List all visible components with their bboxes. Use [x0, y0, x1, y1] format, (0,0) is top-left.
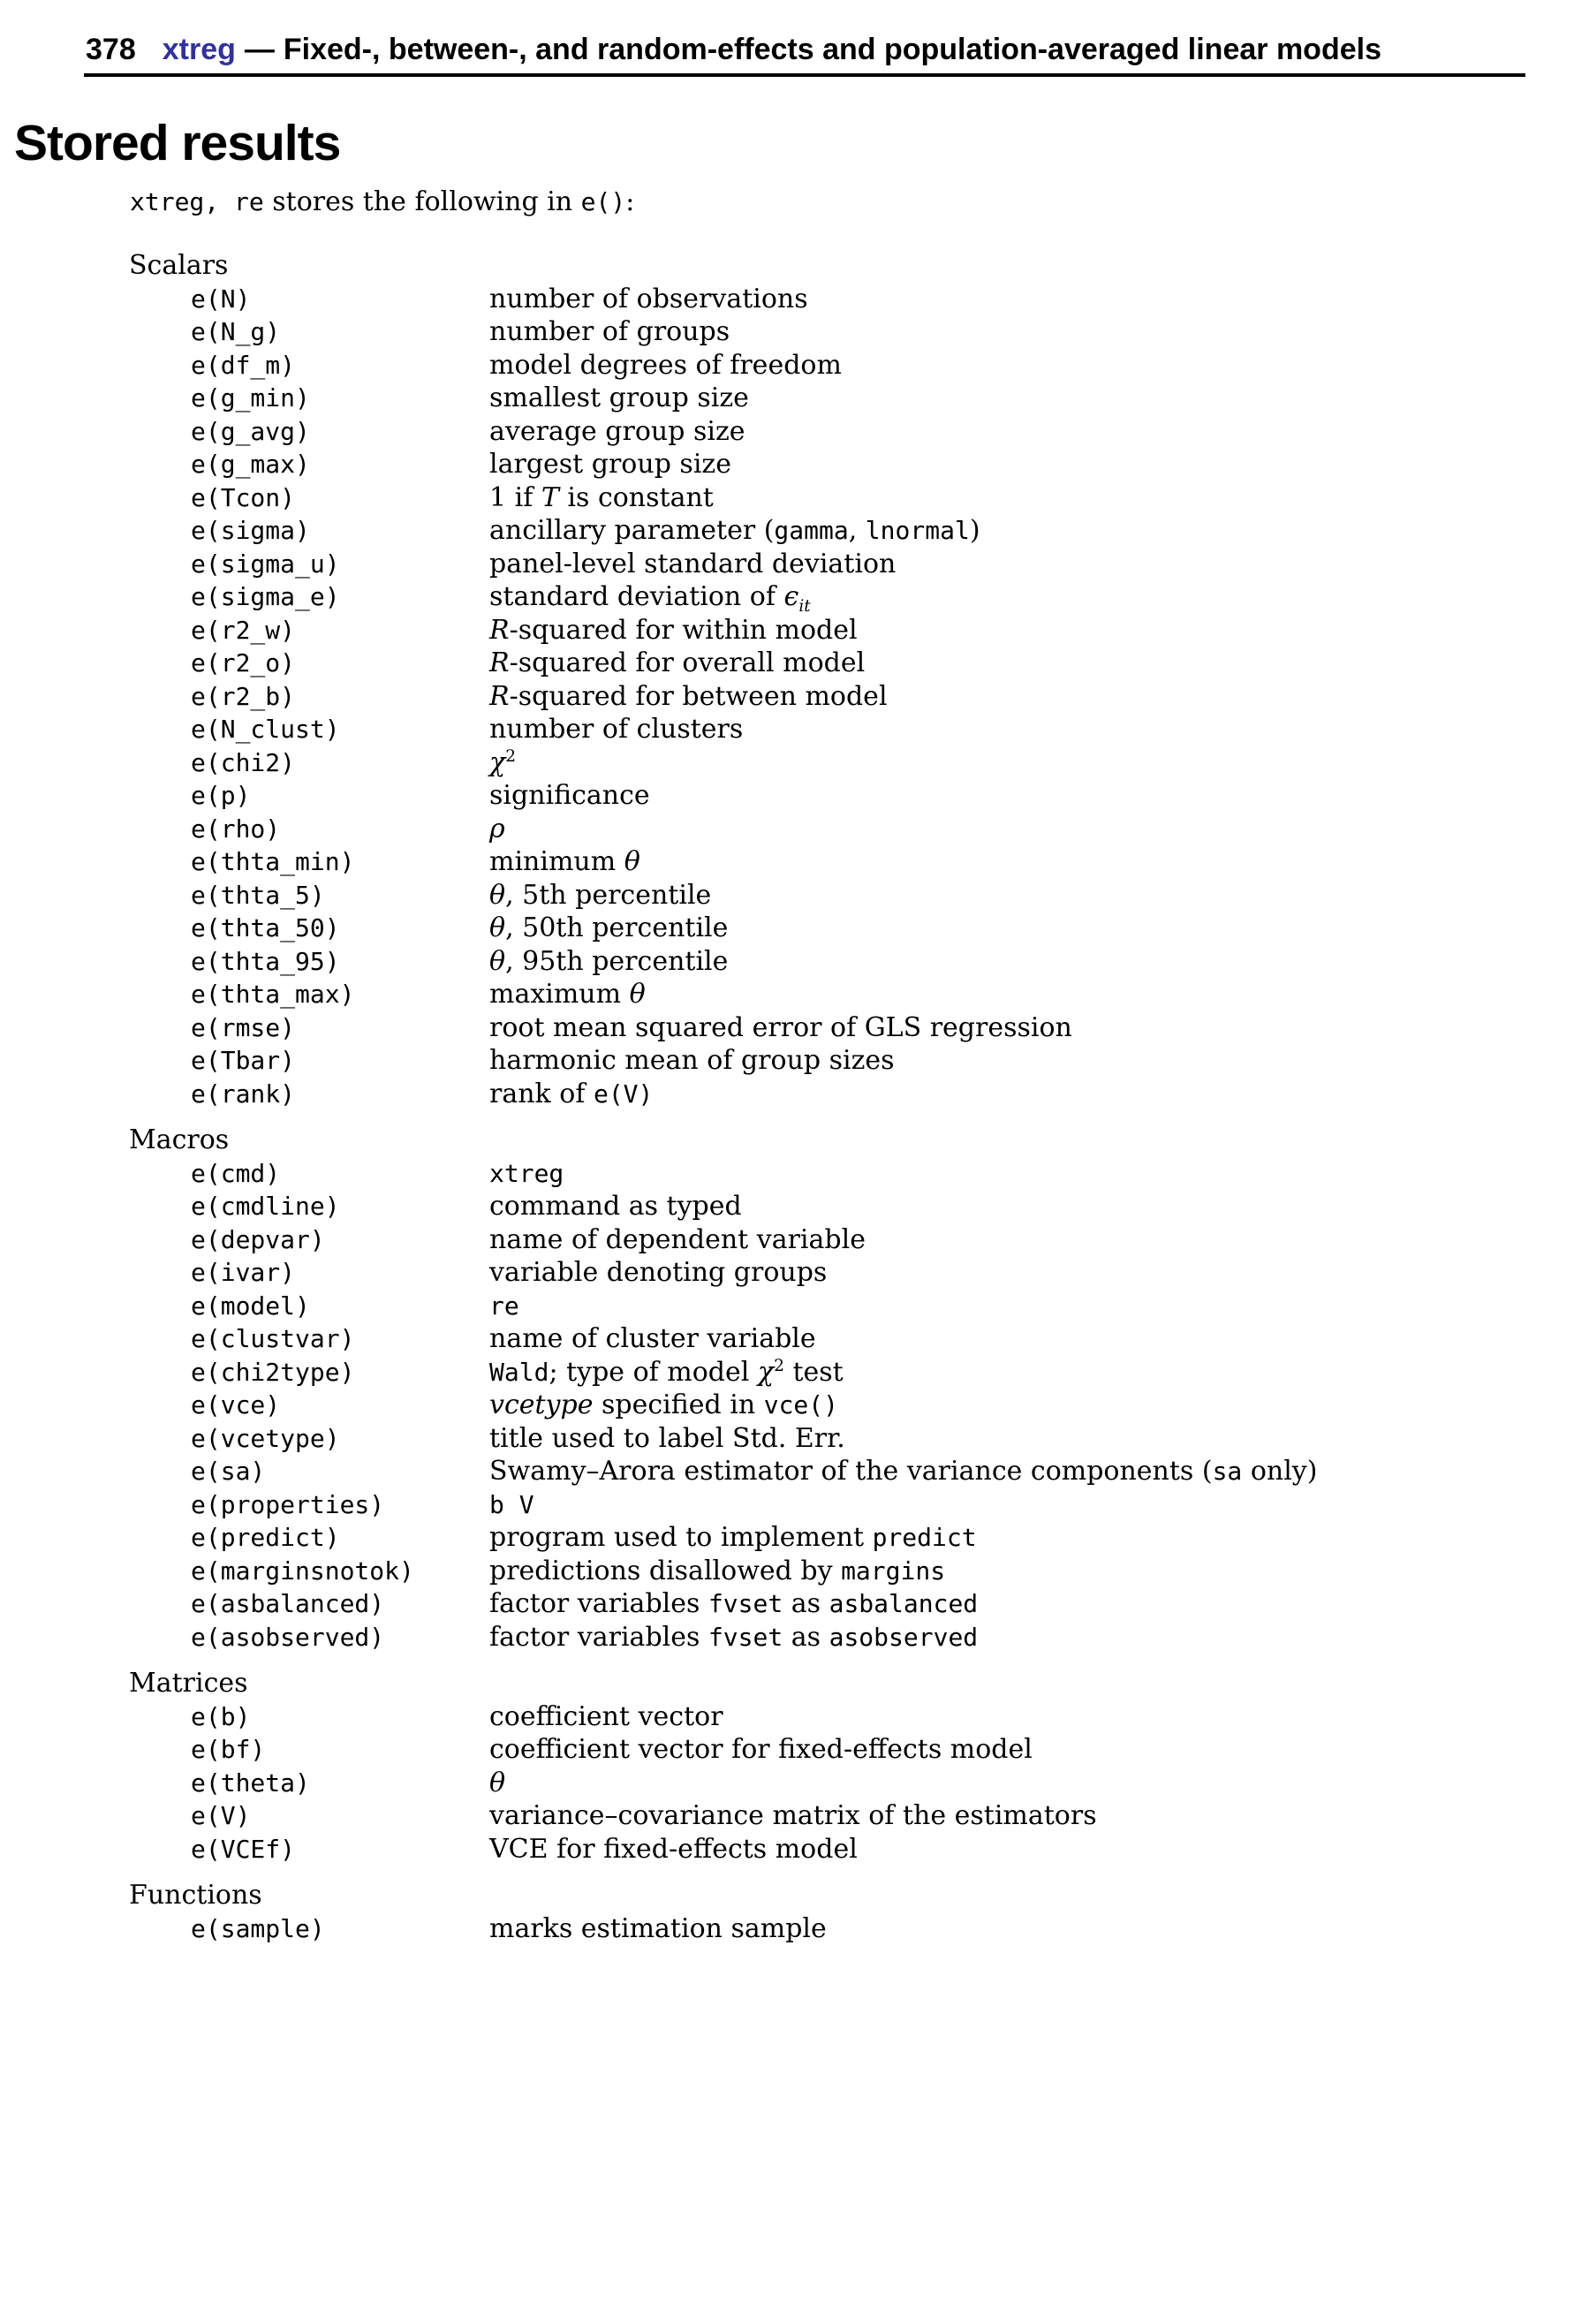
group-title: Functions — [129, 1880, 262, 1911]
description-segment: asbalanced — [829, 1589, 979, 1618]
result-description — [489, 514, 980, 548]
description-segment: smallest group size — [489, 382, 749, 413]
description-segment: θ — [489, 912, 506, 943]
description-segment: ρ — [489, 813, 505, 844]
result-key: e(N_g) — [191, 317, 281, 346]
result-key: e(vce) — [191, 1390, 281, 1419]
description-segment: -squared for between model — [509, 680, 888, 712]
result-group — [129, 1124, 1589, 1654]
description-segment: number of groups — [489, 316, 730, 347]
stored-result-row — [129, 1587, 1589, 1621]
result-key: e(cmd) — [191, 1158, 281, 1188]
description-segment: title used to label Std. Err. — [489, 1422, 845, 1454]
stored-result-row — [129, 1422, 1589, 1456]
result-key: e(vcetype) — [191, 1423, 340, 1453]
intro-command: xtreg, re — [130, 187, 264, 216]
description-segment: , 5th percentile — [505, 879, 712, 911]
stored-result-row — [129, 1389, 1589, 1422]
description-segment: ϵ — [783, 581, 799, 612]
description-segment: name of cluster variable — [489, 1323, 816, 1354]
result-description — [489, 1621, 978, 1654]
result-description — [489, 1422, 845, 1456]
stored-result-row — [129, 912, 1589, 945]
stored-result-row — [129, 580, 1589, 614]
result-key: e(asobserved) — [191, 1622, 385, 1652]
result-description — [489, 1912, 827, 1946]
result-description — [489, 349, 842, 382]
intro-colon: : — [625, 186, 635, 217]
description-segment: θ — [489, 1767, 506, 1798]
description-segment: standard deviation of — [489, 581, 784, 612]
stored-result-row — [129, 746, 1589, 780]
header-dash: — — [244, 33, 275, 66]
page-header — [0, 30, 1589, 77]
stored-result-row — [129, 1700, 1589, 1734]
description-segment: test — [783, 1356, 844, 1388]
description-segment: vce() — [763, 1390, 839, 1419]
result-description — [489, 680, 888, 714]
intro-text: stores the following in — [263, 186, 581, 217]
description-segment: rank of — [489, 1078, 594, 1109]
result-description — [489, 1587, 978, 1621]
description-segment: re — [489, 1291, 519, 1321]
description-segment: is constant — [558, 481, 714, 513]
stored-result-row — [129, 1555, 1589, 1588]
description-segment: R — [489, 614, 510, 646]
result-key: e(properties) — [191, 1489, 385, 1519]
stored-result-row — [129, 1011, 1589, 1045]
result-description — [489, 1078, 653, 1111]
result-description — [489, 779, 650, 813]
stored-result-row — [129, 448, 1589, 481]
result-key: e(thta_min) — [191, 847, 355, 876]
stored-result-row — [129, 779, 1589, 813]
description-segment: gamma — [774, 516, 849, 545]
result-description — [489, 945, 728, 979]
result-description — [489, 713, 743, 746]
result-key: e(sa) — [191, 1457, 266, 1486]
result-key: e(N) — [191, 284, 251, 314]
stored-result-row — [129, 1521, 1589, 1555]
description-segment: R — [489, 680, 510, 712]
result-key: e(N_clust) — [191, 715, 340, 744]
result-description — [489, 746, 516, 780]
description-segment: predict — [872, 1523, 977, 1552]
result-description — [489, 1157, 564, 1191]
description-segment: θ — [629, 979, 646, 1010]
result-description — [489, 1767, 505, 1800]
description-segment: , — [848, 515, 866, 546]
description-segment: coefficient vector — [489, 1700, 723, 1732]
stored-result-row — [129, 481, 1589, 515]
result-key: e(chi2type) — [191, 1357, 355, 1387]
description-segment: e(V) — [593, 1079, 654, 1109]
description-segment: predictions disallowed by — [489, 1555, 842, 1586]
result-key: e(rho) — [191, 814, 281, 844]
description-segment: harmonic mean of group sizes — [489, 1045, 895, 1076]
description-segment: marks estimation sample — [489, 1912, 827, 1944]
result-description — [489, 1833, 858, 1866]
stored-result-row — [129, 1290, 1589, 1323]
description-segment: ) — [969, 515, 980, 546]
result-key: e(Tbar) — [191, 1046, 296, 1075]
result-key: e(VCEf) — [191, 1834, 296, 1864]
stored-result-row — [129, 879, 1589, 912]
result-key: e(g_avg) — [191, 416, 310, 446]
result-key: e(sigma_e) — [191, 582, 340, 611]
result-description — [489, 1290, 519, 1323]
description-segment: significance — [489, 780, 650, 811]
description-segment: model degrees of freedom — [489, 349, 842, 381]
description-segment: variable denoting groups — [489, 1257, 828, 1288]
stored-result-row — [129, 1190, 1589, 1223]
description-segment: number of observations — [489, 283, 808, 314]
result-key: e(thta_5) — [191, 880, 325, 910]
result-key: e(predict) — [191, 1523, 340, 1552]
stored-result-row — [129, 1157, 1589, 1191]
stored-result-row — [129, 514, 1589, 548]
description-segment: variance–covariance matrix of the estimators — [489, 1800, 1097, 1831]
result-description — [489, 1521, 977, 1555]
description-segment: , 95th percentile — [505, 945, 729, 977]
description-segment: name of dependent variable — [489, 1223, 866, 1255]
stored-result-row — [129, 1733, 1589, 1767]
description-segment: panel-level standard deviation — [489, 548, 897, 579]
result-description — [489, 1799, 1097, 1833]
result-description — [489, 614, 858, 647]
stored-result-row — [129, 945, 1589, 979]
result-key: e(rmse) — [191, 1012, 296, 1042]
stored-result-row — [129, 548, 1589, 581]
result-description — [489, 315, 730, 349]
stored-result-row — [129, 1833, 1589, 1866]
description-segment: factor variables — [489, 1588, 708, 1619]
result-description — [489, 1455, 1317, 1488]
header-title: Fixed-, between-, and random-effects and population-averaged linear models — [283, 33, 1381, 66]
stored-result-row — [129, 1356, 1589, 1389]
intro-result-code: e() — [580, 187, 626, 216]
description-segment: it — [798, 597, 811, 616]
description-segment: factor variables — [489, 1621, 708, 1653]
description-segment: fvset — [707, 1589, 783, 1618]
result-description — [489, 845, 640, 879]
header-rule — [84, 73, 1525, 77]
stored-result-row — [129, 647, 1589, 680]
result-key: e(asbalanced) — [191, 1589, 385, 1618]
stored-result-row — [129, 1044, 1589, 1078]
result-description — [489, 1190, 742, 1223]
result-description — [489, 1223, 866, 1257]
description-segment: 2 — [505, 746, 517, 766]
stored-result-row — [129, 1078, 1589, 1111]
description-segment: largest group size — [489, 449, 731, 480]
stored-result-row — [129, 1256, 1589, 1290]
result-key: e(marginsnotok) — [191, 1556, 414, 1586]
group-title: Macros — [129, 1124, 230, 1155]
result-group — [129, 1667, 1589, 1866]
result-description — [489, 580, 811, 614]
stored-result-row — [129, 1455, 1589, 1488]
result-description — [489, 1488, 534, 1522]
description-segment: vcetype — [489, 1389, 594, 1420]
result-key: e(V) — [191, 1801, 251, 1830]
group-title: Scalars — [129, 250, 229, 281]
description-segment: root mean squared error of GLS regression — [489, 1011, 1072, 1043]
description-segment: asobserved — [829, 1622, 979, 1652]
description-segment: margins — [841, 1556, 946, 1586]
stored-result-row — [129, 415, 1589, 449]
description-segment: program used to implement — [489, 1522, 873, 1553]
group-title: Matrices — [129, 1668, 248, 1699]
stored-result-row — [129, 315, 1589, 349]
description-segment: fvset — [707, 1622, 783, 1652]
result-key: e(model) — [191, 1291, 310, 1321]
stored-result-row — [129, 1799, 1589, 1833]
description-segment: number of clusters — [489, 714, 744, 745]
stored-result-row — [129, 813, 1589, 846]
result-key: e(b) — [191, 1701, 251, 1731]
stored-result-row — [129, 1767, 1589, 1800]
stored-result-row — [129, 283, 1589, 316]
intro-line — [130, 185, 1589, 220]
description-segment: minimum — [489, 846, 624, 877]
result-description — [489, 1389, 838, 1422]
description-segment: 2 — [774, 1356, 784, 1375]
result-key: e(cmdline) — [191, 1192, 340, 1221]
result-key: e(r2_o) — [191, 648, 296, 678]
result-key: e(r2_w) — [191, 615, 296, 645]
description-segment: as — [783, 1588, 829, 1619]
description-segment: b V — [489, 1489, 534, 1519]
description-segment: θ — [624, 846, 640, 877]
result-description — [489, 1011, 1072, 1045]
result-key: e(g_min) — [191, 383, 310, 413]
description-segment: coefficient vector for fixed-effects model — [489, 1734, 1033, 1765]
description-segment: T — [541, 481, 559, 513]
header-command-link[interactable]: xtreg — [162, 33, 236, 66]
result-description — [489, 647, 865, 680]
result-description — [489, 813, 505, 846]
result-key: e(bf) — [191, 1735, 266, 1764]
result-description — [489, 448, 731, 481]
result-key: e(theta) — [191, 1768, 310, 1798]
section-heading: Stored results — [14, 115, 341, 171]
description-segment: Swamy–Arora estimator of the variance components ( — [489, 1456, 1213, 1487]
result-key: e(chi2) — [191, 747, 296, 777]
result-key: e(Tcon) — [191, 482, 296, 512]
stored-result-row — [129, 1322, 1589, 1356]
result-key: e(g_max) — [191, 450, 310, 479]
result-description — [489, 1044, 895, 1078]
description-segment: 1 if — [489, 481, 541, 513]
description-segment: -squared for within model — [509, 614, 858, 646]
result-key: e(rank) — [191, 1079, 296, 1109]
result-key: e(sample) — [191, 1913, 325, 1943]
stored-result-row — [129, 349, 1589, 382]
result-key: e(r2_b) — [191, 681, 296, 711]
result-key: e(sigma_u) — [191, 549, 340, 579]
result-description — [489, 1700, 723, 1734]
description-segment: ; type of model — [549, 1356, 758, 1388]
description-segment: xtreg — [489, 1158, 564, 1188]
stored-result-row — [129, 1621, 1589, 1654]
result-key: e(ivar) — [191, 1258, 296, 1287]
stored-result-row — [129, 1488, 1589, 1522]
result-description — [489, 548, 896, 581]
result-description — [489, 1555, 945, 1588]
result-description — [489, 1322, 816, 1356]
result-description — [489, 481, 714, 515]
page-number: 378 — [86, 33, 136, 66]
description-segment: χ — [489, 746, 506, 778]
description-segment: maximum — [489, 979, 630, 1010]
header-line — [86, 30, 1525, 69]
result-key: e(p) — [191, 781, 251, 810]
stored-results-list — [129, 249, 1589, 1945]
result-key: e(clustvar) — [191, 1324, 355, 1353]
result-description — [489, 879, 711, 912]
stored-result-row — [129, 614, 1589, 647]
stored-result-row — [129, 382, 1589, 415]
description-segment: -squared for overall model — [509, 647, 866, 678]
description-segment: only) — [1242, 1456, 1318, 1487]
result-description — [489, 978, 646, 1011]
result-description — [489, 1733, 1033, 1767]
description-segment: specified in — [593, 1389, 764, 1420]
description-segment: , 50th percentile — [505, 912, 729, 943]
description-segment: lnormal — [865, 516, 970, 545]
description-segment: as — [783, 1621, 829, 1653]
result-description — [489, 382, 749, 415]
stored-result-row — [129, 1912, 1589, 1946]
description-segment: sa — [1212, 1457, 1243, 1486]
description-segment: average group size — [489, 415, 745, 447]
result-key: e(thta_max) — [191, 980, 355, 1009]
result-group — [129, 1879, 1589, 1945]
description-segment: Wald — [489, 1357, 549, 1387]
description-segment: θ — [489, 879, 506, 911]
description-segment: χ — [757, 1356, 775, 1388]
stored-result-row — [129, 978, 1589, 1011]
stored-result-row — [129, 1223, 1589, 1257]
result-key: e(depvar) — [191, 1224, 325, 1254]
stored-result-row — [129, 680, 1589, 714]
description-segment: ancillary parameter ( — [489, 515, 775, 546]
result-description — [489, 415, 745, 449]
description-segment: R — [489, 647, 510, 678]
description-segment: VCE for fixed-effects model — [489, 1833, 858, 1865]
description-segment: θ — [489, 945, 506, 977]
result-key: e(sigma) — [191, 516, 310, 545]
result-key: e(thta_50) — [191, 913, 340, 942]
result-description — [489, 283, 808, 316]
result-description — [489, 1256, 827, 1290]
result-description — [489, 912, 728, 945]
result-key: e(df_m) — [191, 350, 296, 380]
stored-result-row — [129, 713, 1589, 746]
description-segment: command as typed — [489, 1191, 742, 1222]
result-group — [129, 249, 1589, 1110]
result-key: e(thta_95) — [191, 946, 340, 976]
result-description — [489, 1356, 844, 1389]
stored-result-row — [129, 845, 1589, 879]
